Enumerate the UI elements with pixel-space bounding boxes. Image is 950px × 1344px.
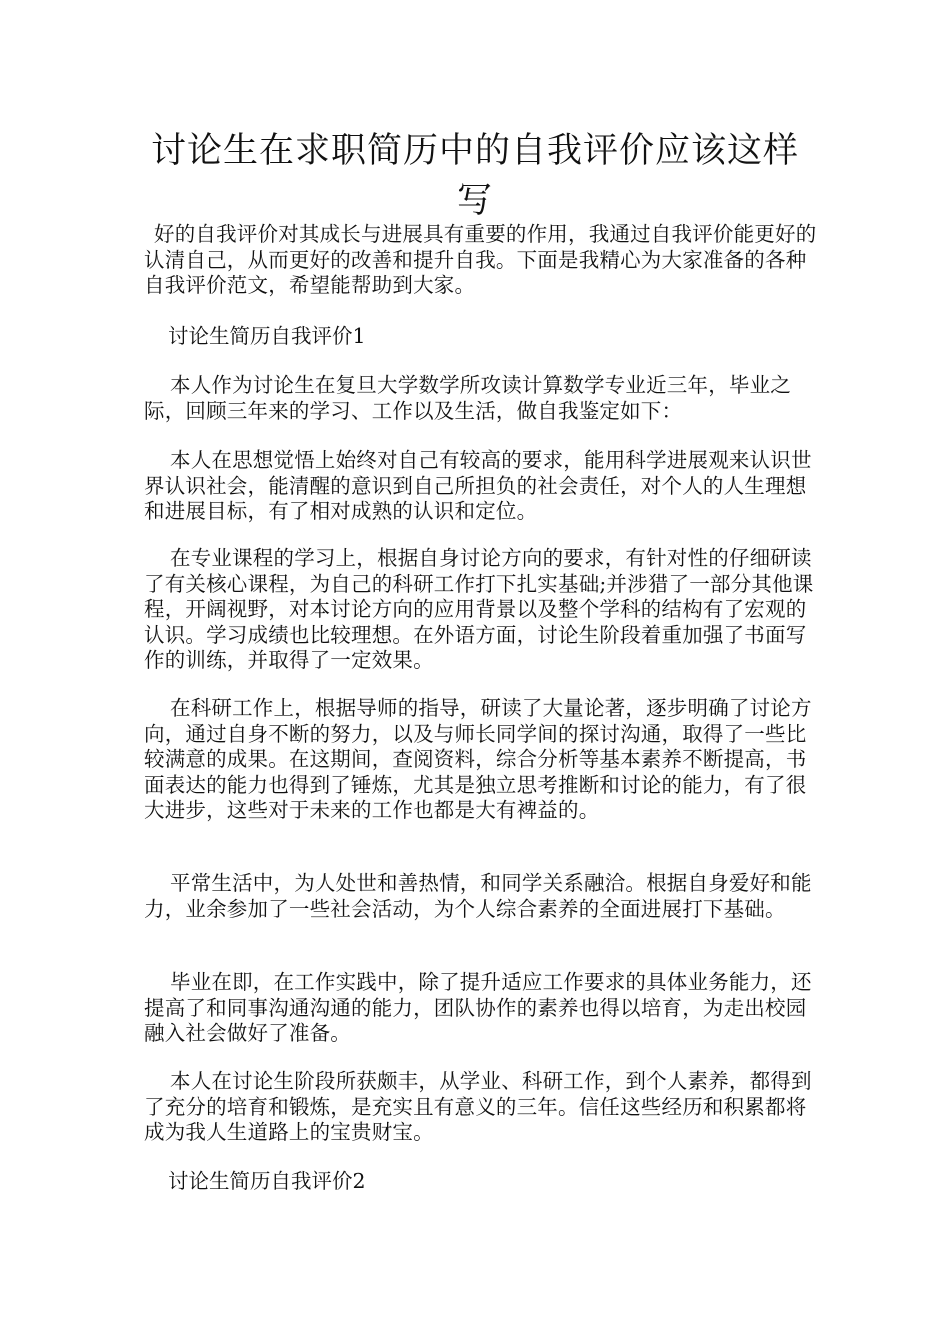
body-paragraph: 在科研工作上，根据导师的指导，研读了大量论著，逐步明确了讨论方向，通过自身不断的努力，以及与师长同学间的探讨沟通，取得了一些比较满意的成果。在这期间，查阅资料，综合分析等基本素养不断提高，书面表达的能力也得到了锤炼，尤其是独立思考推断和讨论的能力，有了很大进步，这些对于未来的工作也都是大有裨益的。 [144, 696, 812, 822]
body-paragraph: 本人在讨论生阶段所获颇丰，从学业、科研工作，到个人素养，都得到了充分的培育和锻炼，是充实且有意义的三年。信任这些经历和积累都将成为我人生道路上的宝贵财宝。 [144, 1069, 812, 1144]
body-paragraph: 平常生活中，为人处世和善热情，和同学关系融洽。根据自身爱好和能力，业余参加了一些社会活动，为个人综合素养的全面进展打下基础。 [144, 871, 812, 921]
body-paragraph: 在专业课程的学习上，根据自身讨论方向的要求，有针对性的仔细研读了有关核心课程，为自己的科研工作打下扎实基础;并涉猎了一部分其他课程，开阔视野，对本讨论方向的应用背景以及整个学科的结构有了宏观的认识。学习成绩也比较理想。在外语方面，讨论生阶段着重加强了书面写作的训练，并取得了一定效果。 [144, 546, 814, 672]
section-heading-2: 讨论生简历自我评价2 [168, 1169, 366, 1193]
intro-paragraph: 好的自我评价对其成长与进展具有重要的作用，我通过自我评价能更好的认清自己，从而更好的改善和提升自我。下面是我精心为大家准备的各种自我评价范文，希望能帮助到大家。 [144, 222, 817, 297]
document-title: 讨论生在求职简历中的自我评价应该这样写 [150, 131, 799, 221]
body-paragraph: 毕业在即，在工作实践中，除了提升适应工作要求的具体业务能力，还提高了和同事沟通沟通的能力，团队协作的素养也得以培育，为走出校园融入社会做好了准备。 [144, 970, 812, 1045]
body-paragraph: 本人在思想觉悟上始终对自己有较高的要求，能用科学进展观来认识世界认识社会，能清醒的意识到自己所担负的社会责任，对个人的人生理想和进展目标，有了相对成熟的认识和定位。 [144, 448, 812, 523]
body-paragraph: 本人作为讨论生在复旦大学数学所攻读计算数学专业近三年，毕业之际，回顾三年来的学习、工作以及生活，做自我鉴定如下： [144, 373, 791, 423]
section-heading-1: 讨论生简历自我评价1 [168, 324, 366, 348]
